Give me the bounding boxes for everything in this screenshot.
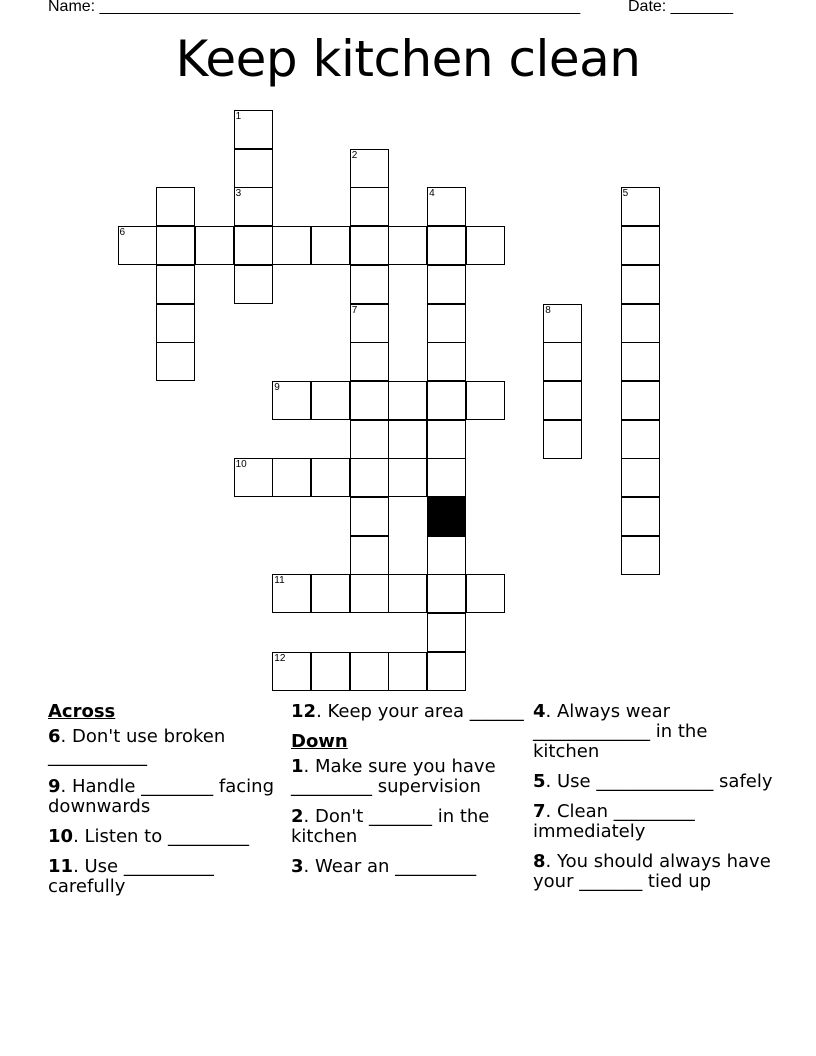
grid-cell[interactable] bbox=[427, 574, 466, 613]
grid-cell[interactable] bbox=[234, 110, 273, 149]
grid-cell[interactable] bbox=[234, 265, 273, 304]
grid-cell[interactable] bbox=[427, 652, 466, 691]
clue-number: 7 bbox=[351, 304, 358, 316]
clue-number: 2 bbox=[351, 149, 358, 161]
grid-cell[interactable] bbox=[234, 187, 273, 226]
clue-number: 4 bbox=[429, 188, 435, 200]
grid-cell[interactable] bbox=[350, 536, 389, 575]
grid-cell[interactable] bbox=[311, 226, 350, 265]
clue-number: 12 bbox=[274, 652, 286, 664]
grid-cell[interactable] bbox=[272, 226, 311, 265]
grid-cell[interactable] bbox=[388, 652, 427, 691]
clue-down-7: 7. Clean _________ immediately bbox=[533, 801, 695, 842]
clue-across-10: 10. Listen to _________ bbox=[48, 826, 249, 847]
grid-cell[interactable] bbox=[466, 381, 505, 420]
clue-number: 3 bbox=[235, 188, 242, 200]
grid-cell[interactable] bbox=[543, 420, 582, 459]
grid-cell[interactable] bbox=[156, 304, 195, 343]
grid-cell[interactable] bbox=[621, 381, 660, 420]
clue-across-11: 11. Use __________ carefully bbox=[48, 856, 214, 897]
clue-number: 5 bbox=[622, 188, 629, 200]
grid-cell[interactable] bbox=[427, 342, 466, 381]
grid-cell[interactable] bbox=[621, 304, 660, 343]
grid-cell[interactable] bbox=[272, 458, 311, 497]
clue-column-3 bbox=[533, 702, 773, 902]
grid-cell[interactable] bbox=[350, 574, 389, 613]
grid-cell[interactable] bbox=[621, 226, 660, 265]
grid-cell[interactable] bbox=[350, 149, 389, 188]
grid-cell[interactable] bbox=[621, 497, 660, 536]
grid-cell[interactable] bbox=[388, 458, 427, 497]
grid-cell[interactable] bbox=[427, 458, 466, 497]
grid-cell[interactable] bbox=[272, 381, 311, 420]
grid-cell[interactable] bbox=[234, 458, 273, 497]
grid-cell[interactable] bbox=[350, 304, 389, 343]
grid-cell[interactable] bbox=[195, 226, 234, 265]
clue-down-4: 4. Always wear _____________ in the kitchen bbox=[533, 701, 708, 762]
clue-number: 1 bbox=[235, 111, 242, 122]
down-heading: Down bbox=[291, 731, 348, 752]
grid-cell[interactable] bbox=[156, 187, 195, 226]
grid-cell[interactable] bbox=[388, 574, 427, 613]
grid-cell[interactable] bbox=[466, 574, 505, 613]
grid-cell[interactable] bbox=[621, 420, 660, 459]
grid-cell[interactable] bbox=[350, 420, 389, 459]
grid-cell[interactable] bbox=[311, 458, 350, 497]
grid-cell[interactable] bbox=[427, 613, 466, 652]
black-cell bbox=[427, 497, 466, 536]
grid-cell[interactable] bbox=[427, 420, 466, 459]
grid-cell[interactable] bbox=[350, 458, 389, 497]
grid-cell[interactable] bbox=[350, 497, 389, 536]
grid-cell[interactable] bbox=[388, 420, 427, 459]
grid-cell[interactable] bbox=[543, 304, 582, 343]
grid-cell[interactable] bbox=[621, 265, 660, 304]
grid-cell[interactable] bbox=[156, 226, 195, 265]
grid-cell[interactable] bbox=[350, 342, 389, 381]
grid-cell[interactable] bbox=[311, 574, 350, 613]
clue-across-9: 9. Handle ________ facing downwards bbox=[48, 776, 274, 817]
grid-cell[interactable] bbox=[427, 304, 466, 343]
grid-cell[interactable] bbox=[234, 226, 273, 265]
grid-cell[interactable] bbox=[388, 226, 427, 265]
grid-cell[interactable] bbox=[350, 381, 389, 420]
across-heading: Across bbox=[48, 701, 116, 722]
clue-column-2 bbox=[291, 702, 527, 887]
grid-cell[interactable] bbox=[350, 187, 389, 226]
grid-cell[interactable] bbox=[543, 381, 582, 420]
grid-cell[interactable] bbox=[350, 265, 389, 304]
clue-number: 9 bbox=[274, 381, 280, 393]
grid-cell[interactable] bbox=[543, 342, 582, 381]
grid-cell[interactable] bbox=[427, 187, 466, 226]
clue-column-1 bbox=[48, 702, 284, 907]
clue-number: 11 bbox=[274, 575, 285, 587]
grid-cell[interactable] bbox=[156, 342, 195, 381]
clue-down-5: 5. Use _____________ safely bbox=[533, 771, 773, 792]
clue-down-1: 1. Make sure you have _________ supervision bbox=[291, 756, 496, 797]
grid-cell[interactable] bbox=[427, 381, 466, 420]
grid-cell[interactable] bbox=[388, 381, 427, 420]
grid-cell[interactable] bbox=[234, 149, 273, 188]
clue-number: 6 bbox=[119, 227, 126, 239]
grid-cell[interactable] bbox=[350, 226, 389, 265]
grid-cell[interactable] bbox=[156, 265, 195, 304]
grid-cell[interactable] bbox=[272, 574, 311, 613]
grid-cell[interactable] bbox=[311, 652, 350, 691]
clue-across-6: 6. Don't use broken ___________ bbox=[48, 726, 226, 767]
grid-cell[interactable] bbox=[427, 226, 466, 265]
name-field-line: Name: ______________________________________________________ bbox=[48, 0, 581, 15]
grid-cell[interactable] bbox=[272, 652, 311, 691]
grid-cell[interactable] bbox=[621, 536, 660, 575]
clue-number: 8 bbox=[545, 304, 551, 316]
grid-cell[interactable] bbox=[311, 381, 350, 420]
clue-number: 10 bbox=[235, 459, 247, 471]
grid-cell[interactable] bbox=[350, 652, 389, 691]
grid-cell[interactable] bbox=[427, 536, 466, 575]
grid-cell[interactable] bbox=[621, 342, 660, 381]
grid-cell[interactable] bbox=[621, 187, 660, 226]
grid-cell[interactable] bbox=[621, 458, 660, 497]
clue-down-2: 2. Don't _______ in the kitchen bbox=[291, 806, 490, 847]
clue-down-3: 3. Wear an _________ bbox=[291, 856, 477, 877]
grid-cell[interactable] bbox=[466, 226, 505, 265]
page-title: Keep kitchen clean bbox=[175, 30, 641, 88]
date-field-line: Date: _______ bbox=[628, 0, 733, 15]
grid-cell[interactable] bbox=[118, 226, 157, 265]
clue-across-12: 12. Keep your area ______ bbox=[291, 701, 524, 722]
grid-cell[interactable] bbox=[427, 265, 466, 304]
clue-down-8: 8. You should always have your _______ tied up bbox=[533, 851, 771, 892]
